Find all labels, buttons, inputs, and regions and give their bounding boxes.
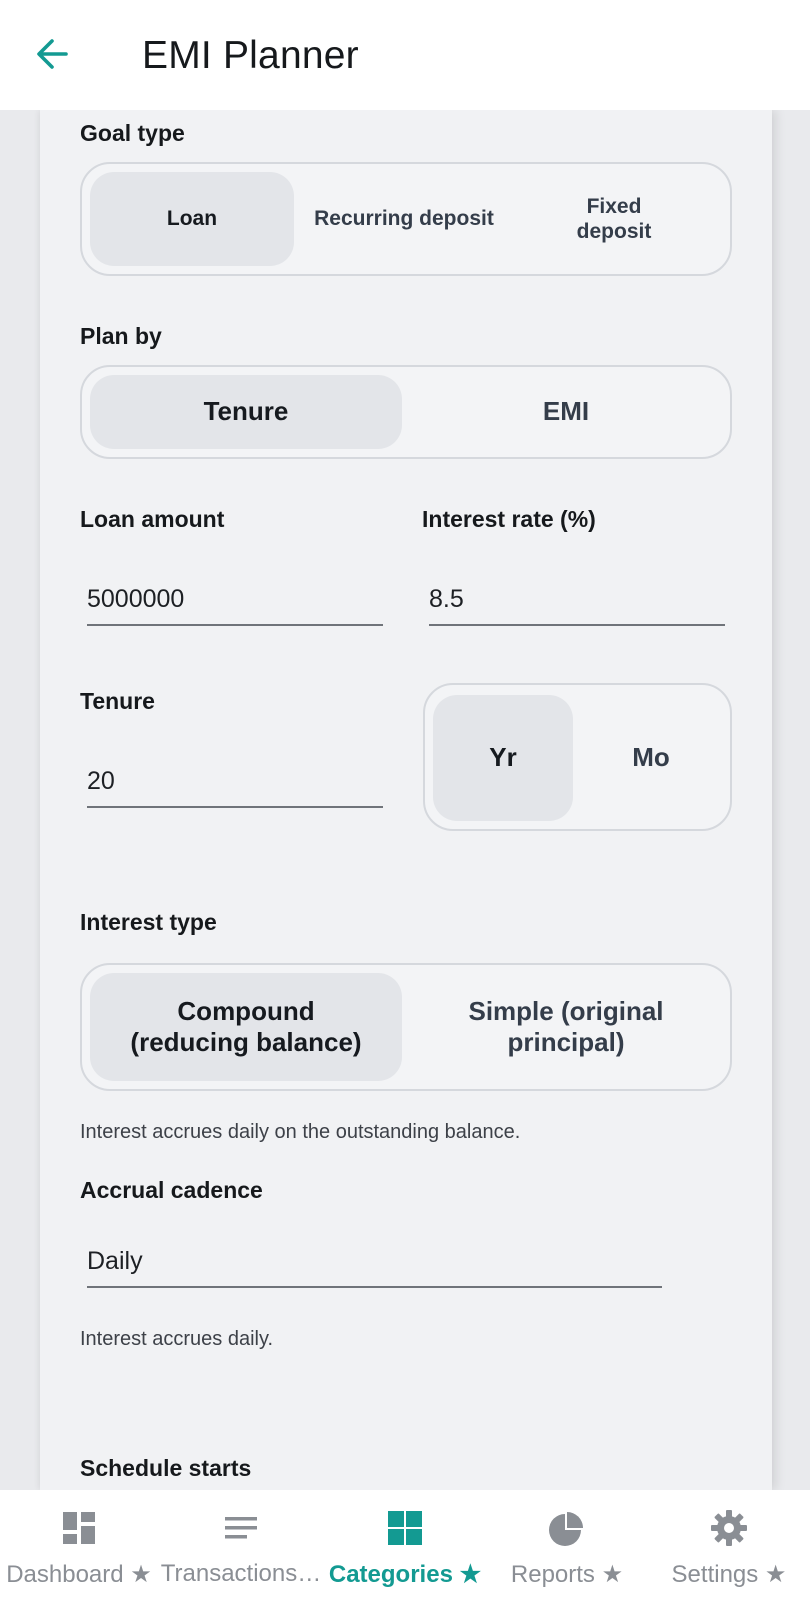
- nav-label-categories: Categories ★: [328, 1561, 482, 1588]
- goal-type-recurring-deposit-option[interactable]: Recurring deposit: [314, 207, 494, 231]
- tenure-unit-segmented-control: [423, 683, 732, 831]
- accrual-cadence-label: Accrual cadence: [80, 1177, 263, 1203]
- goal-type-fixed-deposit-option[interactable]: Fixed deposit: [576, 194, 652, 243]
- gear-icon: [709, 1508, 749, 1548]
- nav-label-settings: Settings ★: [671, 1561, 787, 1588]
- tenure-unit-month-option[interactable]: Mo: [632, 742, 670, 773]
- tenure-input[interactable]: [87, 752, 383, 808]
- loan-amount-input[interactable]: [87, 570, 383, 626]
- accrual-cadence-dropdown[interactable]: [87, 1232, 662, 1288]
- interest-rate-value: 8.5: [429, 585, 464, 613]
- accrual-cadence-value: Daily: [87, 1247, 143, 1275]
- tenure-unit-year-option[interactable]: Yr: [433, 695, 573, 821]
- interest-type-helper-text: Interest accrues daily on the outstanding balance.: [80, 1121, 521, 1143]
- loan-amount-label: Loan amount: [80, 506, 225, 532]
- grid-icon: [385, 1508, 425, 1548]
- goal-type-segmented-control: [80, 162, 732, 276]
- nav-item-transactions[interactable]: [158, 1490, 324, 1600]
- plan-by-label: Plan by: [80, 323, 162, 349]
- nav-label-dashboard: Dashboard ★: [6, 1561, 152, 1588]
- app-bar: [0, 0, 810, 110]
- pie-chart-icon: [547, 1508, 587, 1548]
- page-title: EMI Planner: [142, 34, 359, 77]
- nav-item-dashboard[interactable]: [0, 1490, 158, 1600]
- interest-type-compound-option[interactable]: Compound (reducing balance): [90, 973, 402, 1081]
- goal-type-label: Goal type: [80, 120, 185, 146]
- nav-label-reports: Reports ★: [510, 1561, 624, 1588]
- tenure-label: Tenure: [80, 688, 155, 714]
- nav-item-reports[interactable]: [486, 1490, 648, 1600]
- interest-type-segmented-control: [80, 963, 732, 1091]
- plan-by-tenure-option[interactable]: Tenure: [90, 375, 402, 449]
- interest-rate-label: Interest rate (%): [422, 506, 596, 532]
- loan-amount-value: 5000000: [87, 585, 185, 613]
- nav-label-transactions: Transactions…: [160, 1560, 322, 1587]
- nav-item-settings[interactable]: [648, 1490, 810, 1600]
- plan-by-segmented-control: [80, 365, 732, 459]
- list-icon: [221, 1508, 261, 1548]
- interest-rate-input[interactable]: [429, 570, 725, 626]
- goal-type-loan-option[interactable]: Loan: [90, 172, 294, 266]
- accrual-cadence-helper-text: Interest accrues daily.: [80, 1328, 274, 1350]
- dashboard-icon: [59, 1508, 99, 1548]
- bottom-navigation: [0, 1490, 810, 1600]
- interest-type-label: Interest type: [80, 909, 217, 935]
- interest-type-simple-option[interactable]: Simple (original principal): [468, 995, 664, 1057]
- arrow-left-icon[interactable]: [32, 34, 72, 74]
- schedule-starts-label: Schedule starts: [80, 1455, 252, 1481]
- plan-by-emi-option[interactable]: EMI: [542, 396, 590, 427]
- nav-item-categories[interactable]: [324, 1490, 486, 1600]
- tenure-value: 20: [87, 767, 115, 795]
